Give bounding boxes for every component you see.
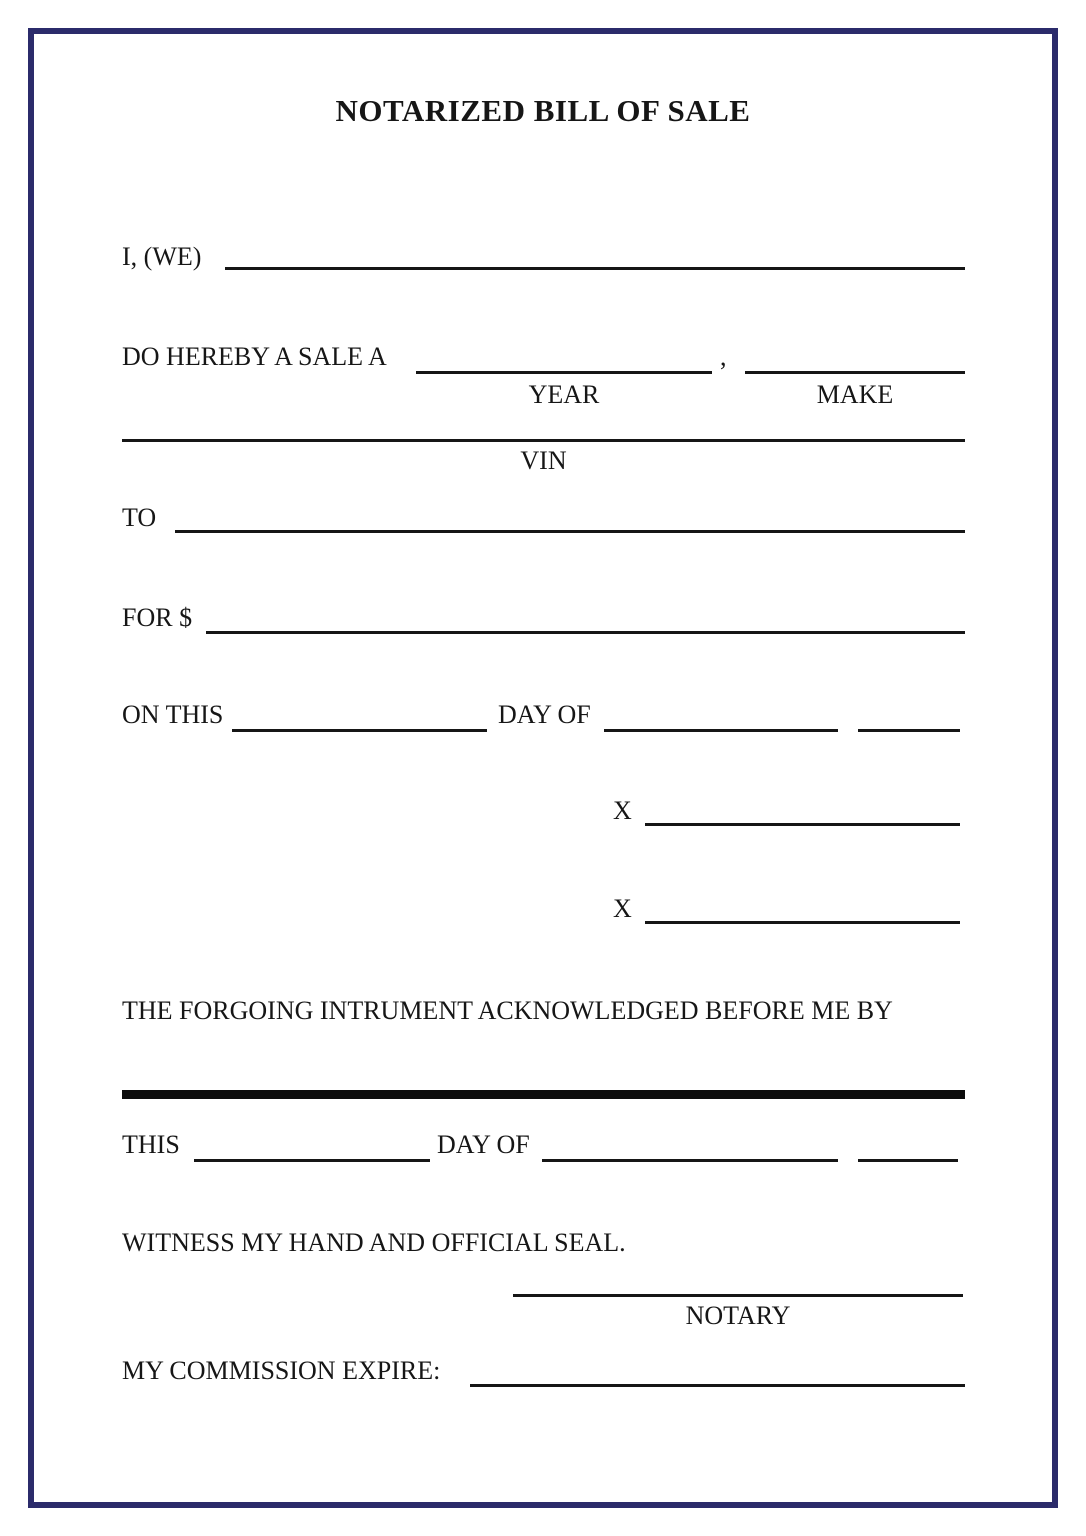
buyer-name-line[interactable] [175, 530, 965, 533]
buyer-signature-line[interactable] [645, 921, 960, 924]
notary-year-line[interactable] [858, 1159, 958, 1162]
notary-day-of-label: DAY OF [437, 1130, 530, 1159]
on-this-label: ON THIS [122, 700, 224, 729]
sale-day-of-label: DAY OF [498, 700, 591, 729]
notary-day-line[interactable] [194, 1159, 430, 1162]
sale-year-line[interactable] [858, 729, 960, 732]
notary-caption: NOTARY [685, 1301, 791, 1330]
commission-label: MY COMMISSION EXPIRE: [122, 1356, 441, 1385]
notary-this-label: THIS [122, 1130, 180, 1159]
comma-separator: , [720, 342, 727, 371]
notary-signature-line[interactable] [513, 1294, 963, 1297]
vin-caption: VIN [520, 446, 567, 475]
seller-name-line[interactable] [225, 267, 965, 270]
sale-month-line[interactable] [604, 729, 838, 732]
signature-x-1: X [613, 796, 632, 825]
seller-label: I, (WE) [122, 242, 202, 271]
vehicle-year-line[interactable] [416, 371, 712, 374]
sale-statement-label: DO HEREBY A SALE A [122, 342, 387, 371]
price-label: FOR $ [122, 603, 193, 632]
acknowledgment-text: THE FORGOING INTRUMENT ACKNOWLEDGED BEFORE ME BY [122, 996, 893, 1025]
buyer-label: TO [122, 503, 157, 532]
seller-signature-line[interactable] [645, 823, 960, 826]
signature-x-2: X [613, 894, 632, 923]
notary-month-line[interactable] [542, 1159, 838, 1162]
acknowledged-by-line[interactable] [122, 1090, 965, 1099]
year-caption: YEAR [528, 380, 600, 409]
sale-day-line[interactable] [232, 729, 487, 732]
vehicle-vin-line[interactable] [122, 439, 965, 442]
commission-expiration-line[interactable] [470, 1384, 965, 1387]
document-title: NOTARIZED BILL OF SALE [335, 93, 751, 128]
witness-text: WITNESS MY HAND AND OFFICIAL SEAL. [122, 1228, 626, 1257]
vehicle-make-line[interactable] [745, 371, 965, 374]
sale-price-line[interactable] [206, 631, 965, 634]
make-caption: MAKE [816, 380, 894, 409]
